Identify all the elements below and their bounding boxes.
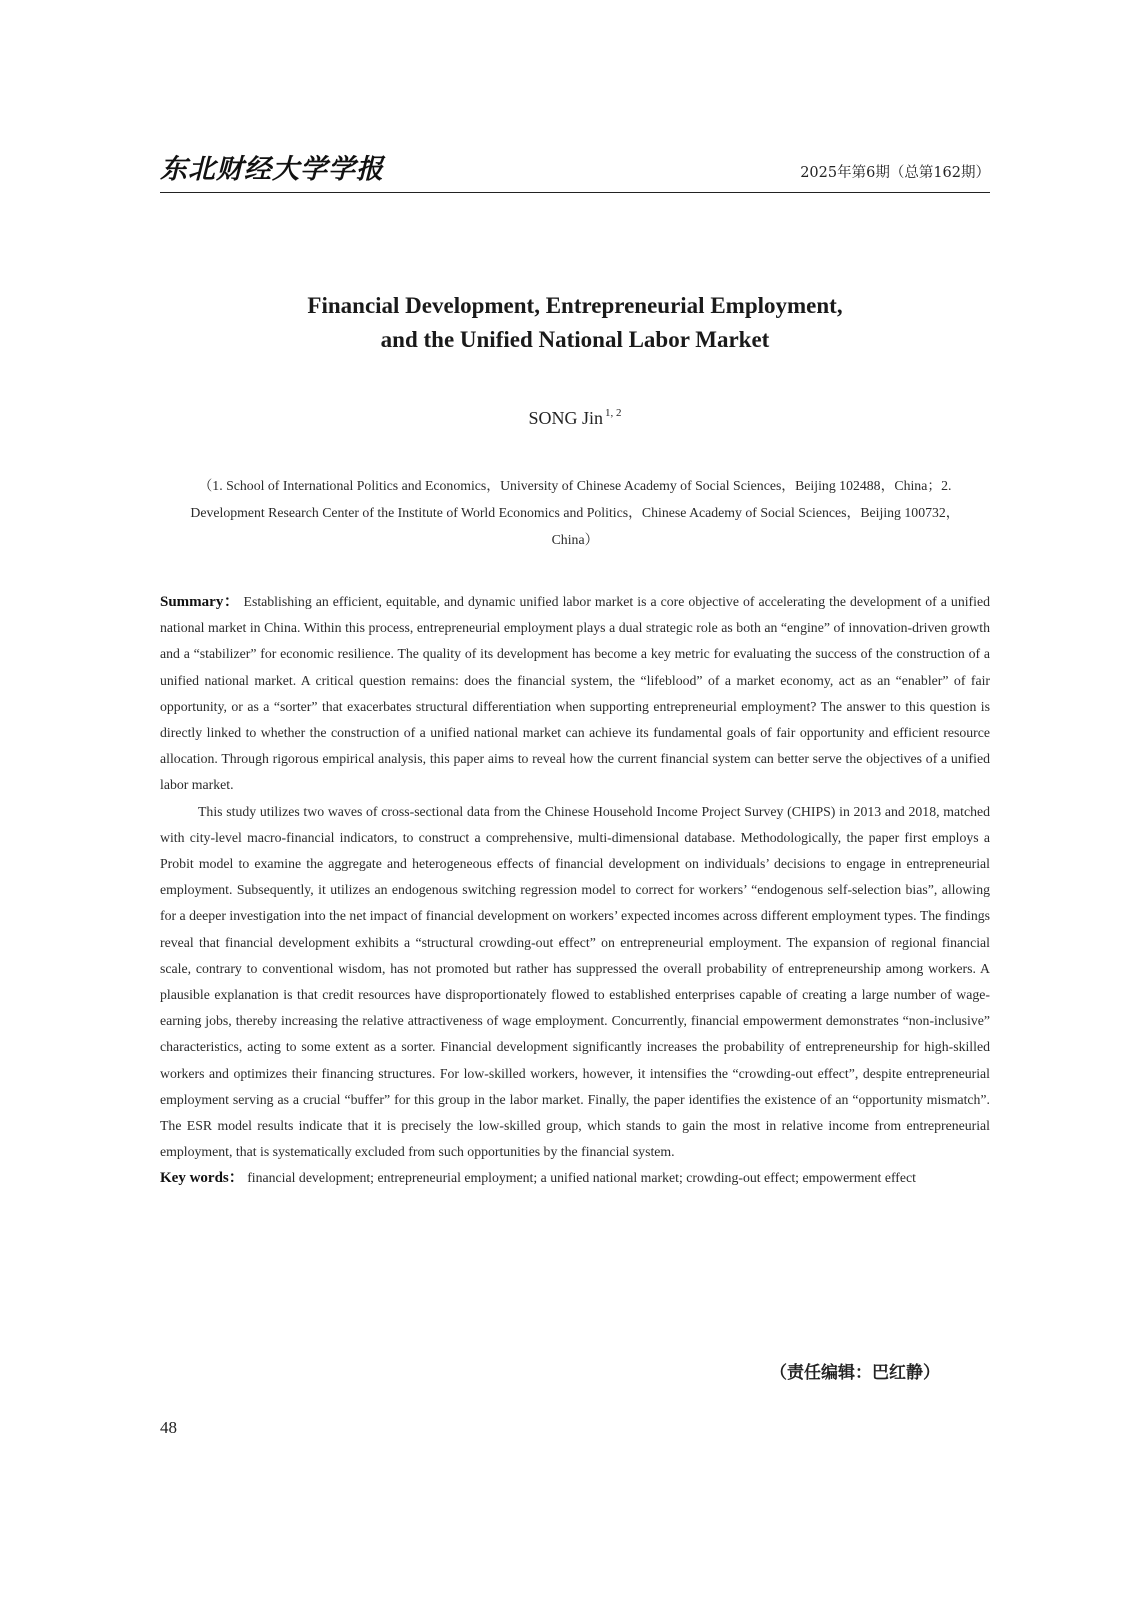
author-name: SONG Jin [528,408,603,428]
responsible-editor: （责任编辑：巴红静） [770,1363,940,1383]
author-line [160,407,990,429]
keywords-paragraph [160,1165,990,1191]
abstract-paragraph-2: This study utilizes two waves of cross-sectional data from the Chinese Household Income Project Survey (CHIPS) in 2013 and 2018, matched with city-level macro-financial indicators, to construct a comprehensive, multi-dimensional database. Methodologically, the paper first employs a Probit model to examine the aggregate and heterogeneous effects of financial development on individuals’ decisions to engage in entrepreneurial employment. Subsequently, it utilizes an endogenous switching regression model to correct for workers’ “endogenous self-selection bias”, allowing for a deeper investigation into the net impact of financial development on workers’ expected incomes across different employment types. The findings reveal that financial development exhibits a “structural crowding-out effect” on entrepreneurial employment. The expansion of regional financial scale, contrary to conventional wisdom, has not promoted but rather has suppressed the overall probability of entrepreneurship among workers. A plausible explanation is that credit resources have disproportionately flowed to established enterprises capable of creating a large number of wage-earning jobs, thereby increasing the relative attractiveness of wage employment. Concurrently, financial empowerment demonstrates “non-inclusive” characteristics, acting to some extent as a sorter. Financial development significantly increases the probability of entrepreneurship for high-skilled workers and optimizes their financing structures. For low-skilled workers, however, it intensifies the “crowding-out effect”, despite entrepreneurial employment serving as a crucial “buffer” for this group in the labor market. Finally, the paper identifies the existence of an “opportunity mismatch”. The ESR model results indicate that it is precisely the low-skilled group, which stands to gain the most in relative income from entrepreneurial employment, that is systematically excluded from such opportunities by the financial system. [160,803,990,1160]
author-affiliation: （1. School of International Politics and Economics，University of Chinese Academy of Social Sciences，Beijing 102488，China；2. Development Research Center of the Institute of World Economics and Politics，Chinese Academy of Social Sciences，Beijing 100732，China） [190,478,960,547]
article-title-line-2: and the Unified National Labor Market [380,327,770,352]
issue-info: 2025年第6期（总第162期） [800,165,990,181]
article-title [160,289,990,357]
journal-header [160,152,990,193]
abstract-section [160,589,990,1192]
author-affiliation-marks: 1, 2 [605,407,622,419]
keywords-label: Key words： [160,1170,244,1187]
summary-text: Establishing an efficient, equitable, and dynamic unified labor market is a core objective of accelerating the development of a unified national market in China. Within this process, entrepreneurial employment plays a dual strategic role as both an “engine” of innovation-driven growth and a “stabilizer” for economic resilience. The quality of its development has become a key metric for evaluating the success of the construction of a unified national market. A critical question remains: does the financial system, the “lifeblood” of a market economy, act as an “enabler” of fair opportunity, or as a “sorter” that exacerbates structural differentiation when supporting entrepreneurial employment? The answer to this question is directly linked to whether the construction of a unified national market can achieve its fundamental goals of fair opportunity and efficient resource allocation. Through rigorous empirical analysis, this paper aims to reveal how the current financial system can better serve the objectives of a unified labor market. [160,594,991,793]
summary-label: Summary： [160,594,240,610]
journal-name: 东北财经大学学报 [160,154,384,185]
page-number: 48 [160,1418,177,1437]
keywords-text: financial development; entrepreneurial employment; a unified national market; crowding-out effect; empowerment effect [247,1170,916,1186]
summary-paragraph [160,589,990,799]
article-title-line-1: Financial Development, Entrepreneurial Employment, [307,293,843,318]
